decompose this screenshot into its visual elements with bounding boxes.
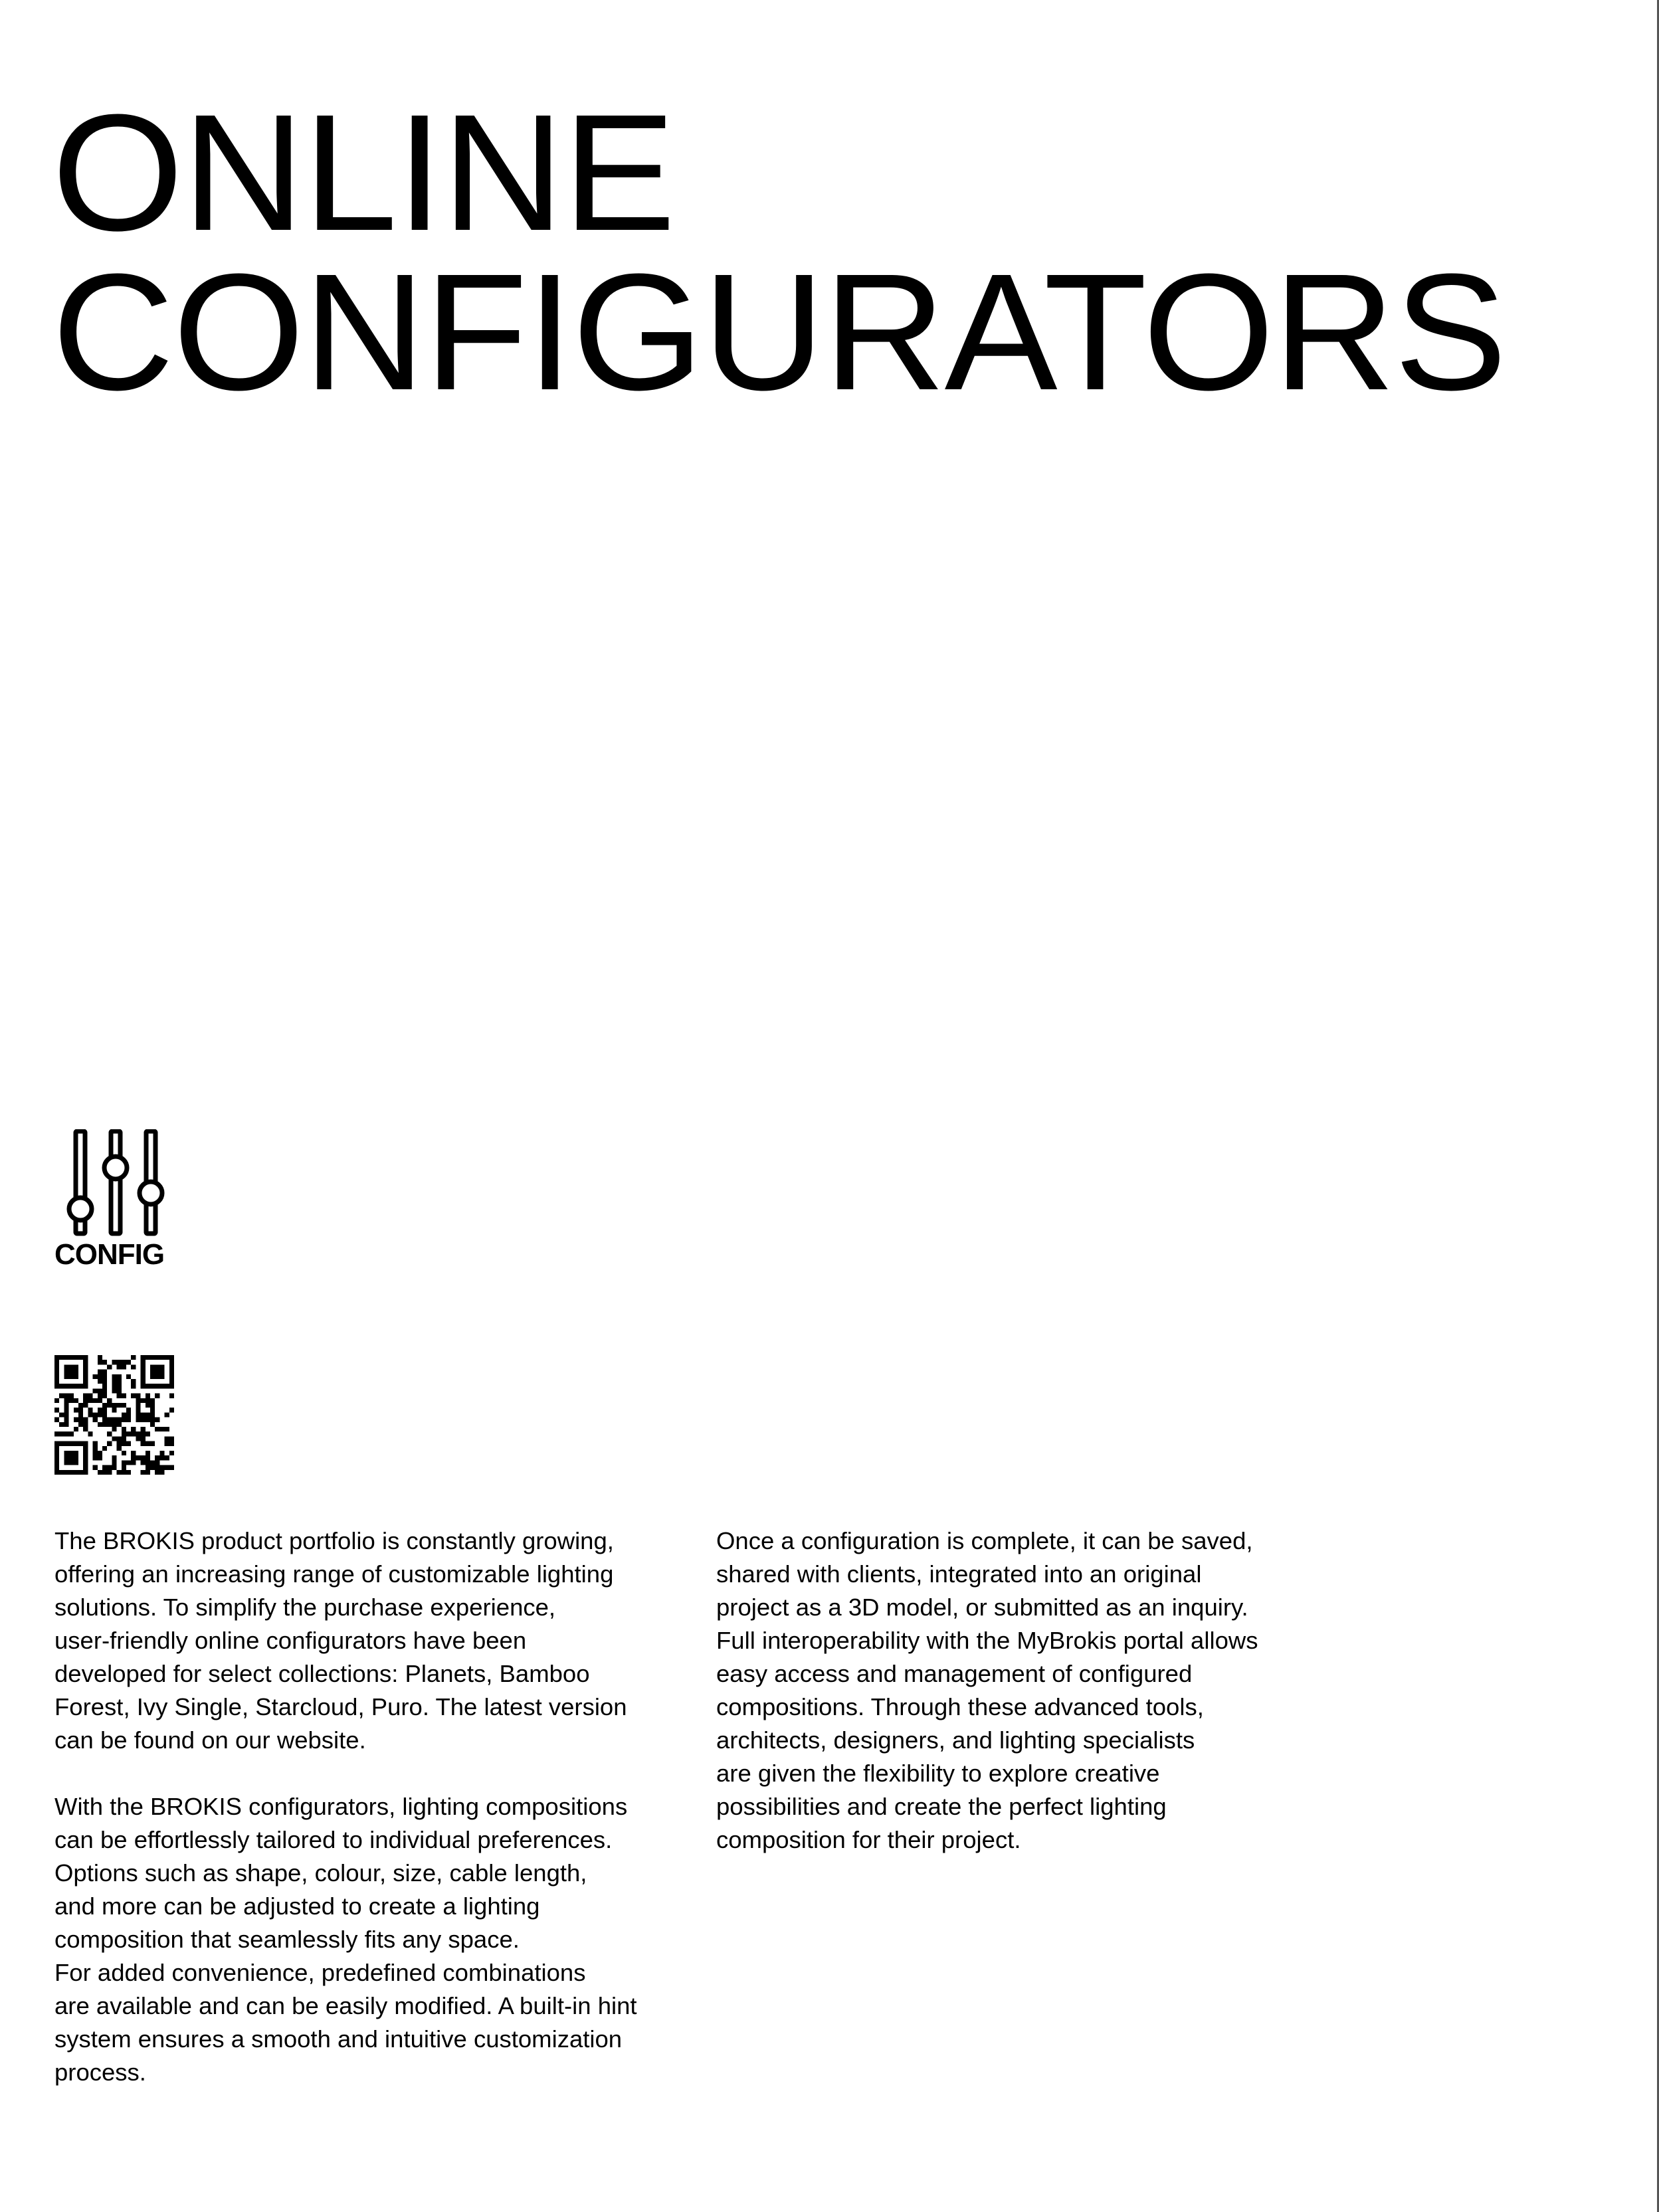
- text-line: Full interoperability with the MyBrokis portal allows: [716, 1627, 1258, 1654]
- text-line: solutions. To simplify the purchase experience,: [54, 1594, 556, 1621]
- left-text-column: [54, 1524, 712, 2122]
- text-line: offering an increasing range of customizable lighting: [54, 1560, 614, 1588]
- text-line: Options such as shape, colour, size, cable length,: [54, 1859, 587, 1887]
- text-line: composition that seamlessly fits any space.: [54, 1926, 520, 1953]
- text-line: can be found on our website.: [54, 1726, 366, 1754]
- text-line: easy access and management of configured: [716, 1660, 1193, 1687]
- text-line: architects, designers, and lighting specialists: [716, 1726, 1195, 1754]
- text-line: For added convenience, predefined combinations: [54, 1959, 586, 1986]
- text-line: The BROKIS product portfolio is constantly growing,: [54, 1527, 614, 1554]
- title-line-1: ONLINE: [52, 80, 675, 265]
- page-title: [52, 80, 1506, 424]
- right-paragraph-1: [716, 1524, 1374, 1857]
- text-line: process.: [54, 2059, 146, 2086]
- text-line: compositions. Through these advanced tools,: [716, 1693, 1204, 1720]
- text-line: are given the flexibility to explore creative: [716, 1760, 1160, 1787]
- sliders-icon: [54, 1129, 167, 1239]
- text-line: With the BROKIS configurators, lighting compositions: [54, 1793, 628, 1820]
- text-line: Forest, Ivy Single, Starcloud, Puro. The latest version: [54, 1693, 627, 1720]
- text-line: shared with clients, integrated into an original: [716, 1560, 1202, 1588]
- text-line: developed for select collections: Planets, Bamboo: [54, 1660, 590, 1687]
- text-line: system ensures a smooth and intuitive customization: [54, 2025, 623, 2053]
- text-line: are available and can be easily modified. A built-in hint: [54, 1992, 637, 2019]
- title-line-2: CONFIGURATORS: [52, 239, 1506, 424]
- text-line: can be effortlessly tailored to individual preferences.: [54, 1826, 613, 1853]
- right-text-column: [716, 1524, 1374, 1890]
- text-line: composition for their project.: [716, 1826, 1021, 1853]
- left-paragraph-1: [54, 1524, 712, 1757]
- text-line: user-friendly online configurators have been: [54, 1627, 527, 1654]
- text-line: and more can be adjusted to create a lighting: [54, 1892, 540, 1920]
- text-line: possibilities and create the perfect lighting: [716, 1793, 1167, 1820]
- text-line: Once a configuration is complete, it can be saved,: [716, 1527, 1253, 1554]
- config-label: CONFIG: [54, 1238, 165, 1271]
- left-paragraph-2: [54, 1790, 712, 2089]
- qr-code-icon[interactable]: [54, 1355, 174, 1475]
- text-line: project as a 3D model, or submitted as an inquiry.: [716, 1594, 1248, 1621]
